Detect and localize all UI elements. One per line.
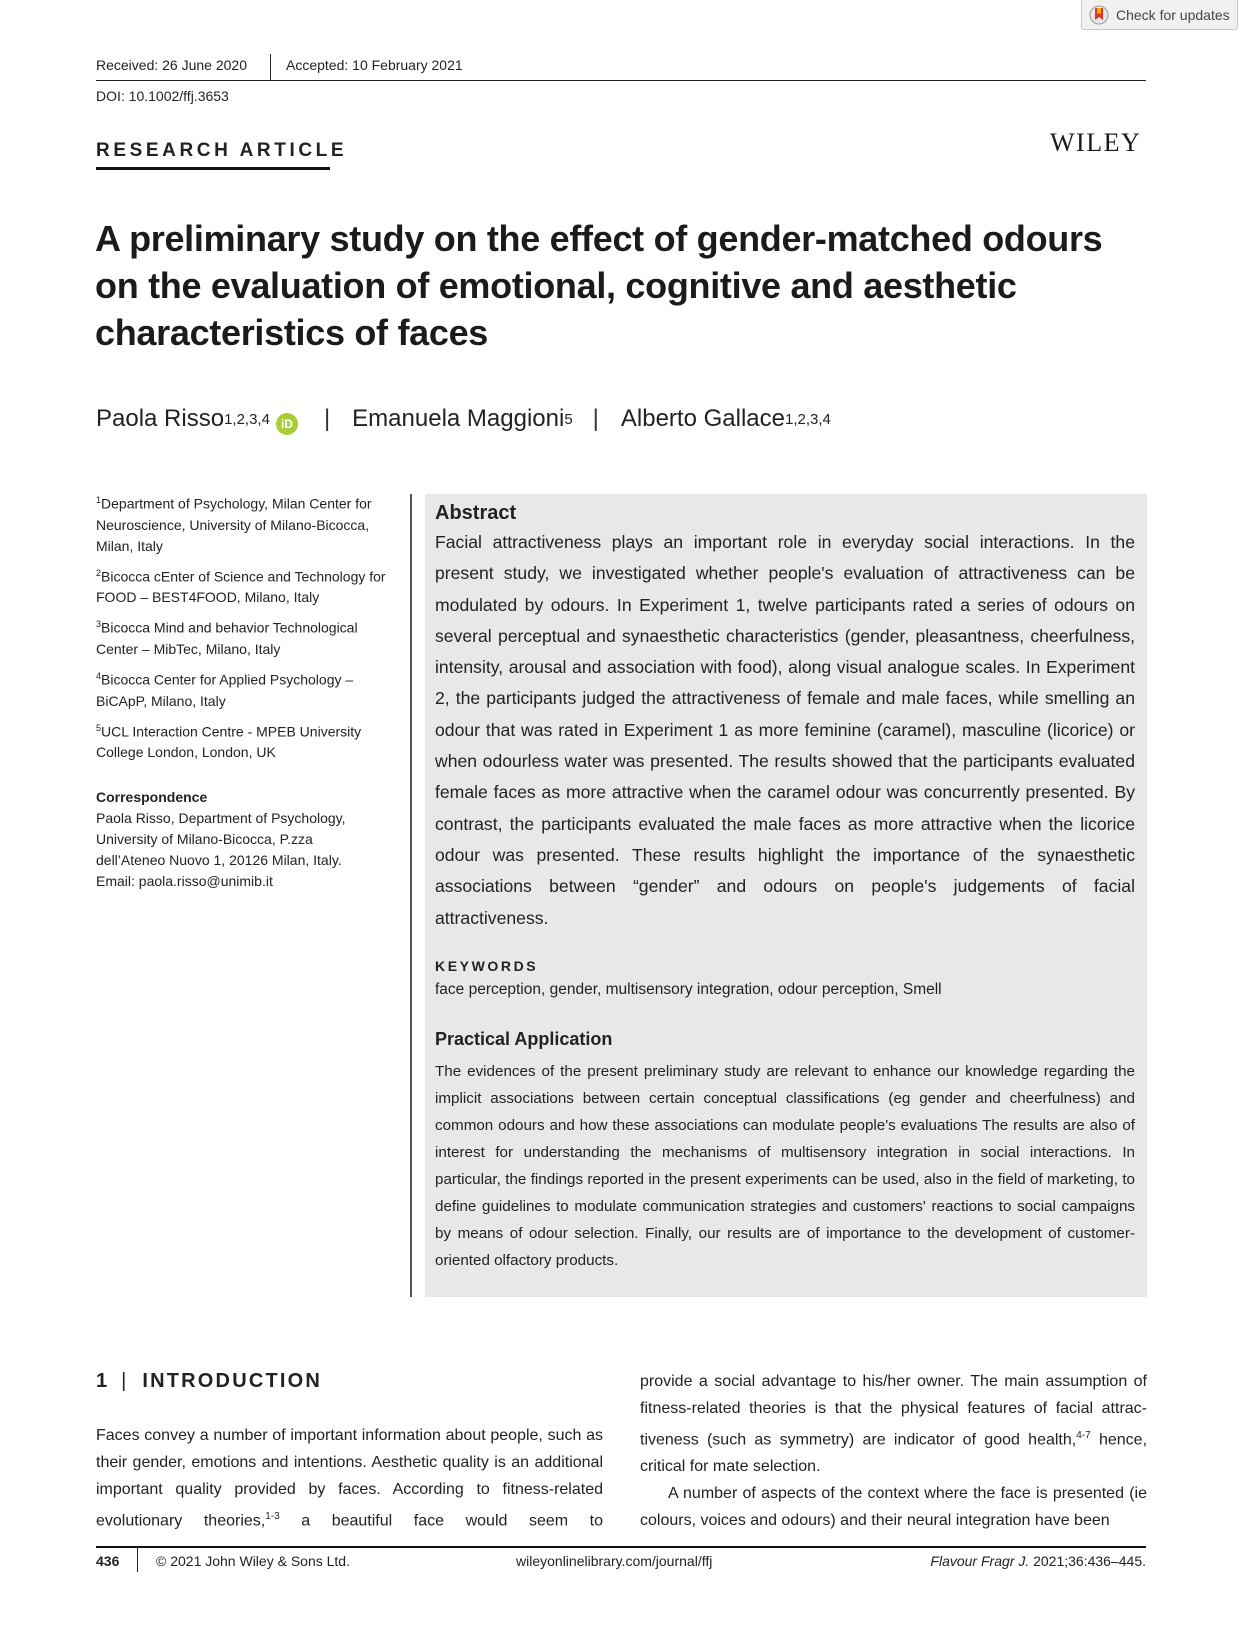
article-title [95,215,1155,356]
section-separator: | [121,1370,127,1392]
check-for-updates-icon [1089,5,1109,25]
author-affiliation-sup: 5 [564,411,573,428]
citation-sup[interactable]: 4-7 [1076,1430,1091,1441]
citation-sup[interactable]: 1-3 [265,1511,280,1522]
correspondence-email[interactable]: Email: paola.risso@unimib.it [96,873,273,890]
author-name[interactable]: Alberto Gallace [620,405,785,432]
author-name[interactable]: Paola Risso [96,405,225,432]
copyright: © 2021 John Wiley & Sons Ltd. [156,1553,350,1569]
keywords-heading: KEYWORDS [435,957,539,974]
affiliations-column [96,490,396,892]
introduction-right-column [640,1368,1147,1534]
keywords-text: face perception, gender, multisensory integration, odour perception, Smell [435,980,942,998]
correspondence-line: dell’Ateneo Nuovo 1, 20126 Milan, Italy. [96,852,342,869]
journal-url[interactable]: wileyonlinelibrary.com/journal/ffj [516,1553,713,1569]
abstract-heading: Abstract [435,502,517,524]
author-list [96,405,831,433]
introduction-heading [96,1370,322,1393]
header-separator [270,54,271,80]
author-affiliation-sup: 1,2,3,4 [784,411,831,428]
correspondence-line: University of Milano-Bicocca, P.zza [96,831,313,848]
correspondence-line: Paola Risso, Department of Psychology, [96,810,346,827]
section-number: 1 [96,1370,108,1392]
affiliation: $^1$Department of Psychology, Milan Center for Neuroscience, University of Milano-Bicocca, Milan, Italy [96,495,372,554]
footer-separator [137,1548,138,1572]
introduction-left-column [96,1422,603,1534]
practical-application-heading: Practical Application [435,1028,613,1049]
affiliation: $^4$Bicocca Center for Applied Psychology – BiCApP, Milano, Italy [96,670,354,709]
body-paragraph: Faces convey a number of important information about people, such as their gender, emotions and intentions. Aesthetic quality is an additional important quality provided by faces. According to fitness-related evolutionary theories,$^{1-3}$ a beautiful face would seem to [96,1427,603,1530]
title-line: A preliminary study on the effect of gender-matched odours [95,218,1103,259]
citation: Flavour Fragr J. 2021;36:436–445. [930,1553,1146,1569]
title-line: on the evaluation of emotional, cognitive and aesthetic [95,265,1017,306]
abstract-text: Facial attractiveness plays an important role in everyday social interactions. In the present study, we investigated whether people's evaluation of attractiveness can be modulated by odours. In Experiment 1, twelve participants rated a series of odours on several perceptual and synaesthetic characteristics (gender, pleasantness, cheerfulness, intensity, arousal and association with food), along visual analogue scales. In Experiment 2, the participants judged the attractiveness of female and male faces, while smelling an odour that was rated in Experiment 1 as more feminine (caramel), masculine (licorice) or when odourless water was presented. The results showed that the participants evaluated female faces as more attractive when the caramel odour was concurrently presented. By contrast, the participants evaluated the male faces as more attractive when the licorice odour was presented. These results highlight the importance of the synaesthetic associations between “gender” and odours on people's judgements of facial attractiveness. [435,532,1135,928]
abstract-box [425,494,1147,1297]
check-for-updates-label: Check for updates [1116,6,1230,23]
author-name[interactable]: Emanuela Maggioni [352,405,565,432]
correspondence-heading: Correspondence [96,789,208,806]
orcid-icon[interactable]: iD [276,413,298,435]
abstract-rule [410,494,412,1297]
footer-rule [96,1546,1146,1548]
author-separator: | [592,405,599,432]
section-title: INTRODUCTION [142,1370,323,1392]
author-affiliation-sup: 1,2,3,4 [224,411,270,428]
practical-application-text: The evidences of the present preliminary study are relevant to enhance our knowledge regarding the implicit associations between certain conceptual classifications (eg gender and cheerfulness) and common odours and how these associations can modulate people's evaluations The results are also of interest for understanding the mechanisms of multisensory integration in social interactions. In particular, the findings reported in the present experiments can be used, also in the field of marketing, to define guidelines to modulate communication strategies and customers' reactions to social campaigns by means of odour selection. Finally, our results are of importance to the development of customer-oriented olfactory products. [435,1062,1135,1269]
doi: DOI: 10.1002/ffj.3653 [96,88,229,104]
check-for-updates-button[interactable] [1081,0,1238,30]
title-line: characteristics of faces [95,312,489,353]
body-paragraph: provide a social advantage to his/her owner. The main assumption of fitness-related theories is that the physical features of facial attractiveness (such as symmetry) are indicator of good health,$^{4-7}$ hence, critical for mate selection. [640,1373,1148,1476]
page-number: 436 [96,1553,120,1569]
affiliation: $^2$Bicocca cEnter of Science and Technology for FOOD – BEST4FOOD, Milano, Italy [96,567,386,606]
accepted-date: Accepted: 10 February 2021 [286,57,463,73]
body-paragraph: A number of aspects of the context where the face is presented (ie colours, voices and odours) and their neural integration have been [640,1485,1147,1530]
affiliation: $^5$UCL Interaction Centre - MPEB University College London, London, UK [96,722,362,761]
received-date: Received: 26 June 2020 [96,57,247,73]
affiliation: $^3$Bicocca Mind and behavior Technological Center – MibTec, Milano, Italy [96,619,358,657]
author-separator: | [323,405,331,432]
header-rule [96,80,1146,81]
article-type: RESEARCH ARTICLE [96,140,348,161]
publisher-logo: WILEY [1050,128,1142,157]
article-type-underline [96,167,330,170]
